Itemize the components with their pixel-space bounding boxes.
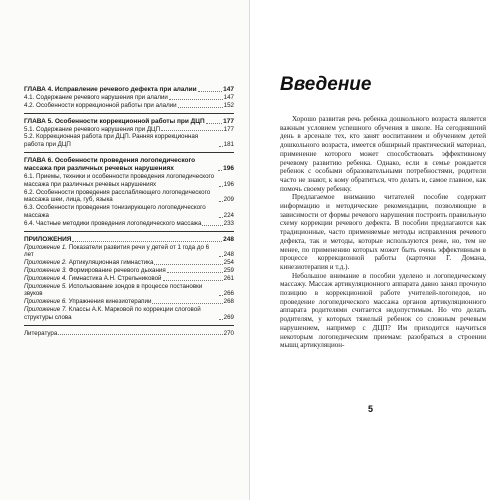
toc-item-text: 6.2. Особенности проведения расслабляющего логопедического массажа шеи, лица, губ, языка xyxy=(24,188,211,204)
toc-chapter-title xyxy=(24,86,234,94)
toc-chapter-title xyxy=(24,157,234,173)
toc-page-number: 177 xyxy=(223,117,234,125)
toc-appendix-item xyxy=(24,275,234,283)
toc-page-number: 177 xyxy=(223,125,234,133)
toc-chapter-6 xyxy=(24,157,234,228)
toc-page-number: 209 xyxy=(223,196,234,204)
toc-page-number: 269 xyxy=(223,313,234,321)
toc-chapter-5 xyxy=(24,118,234,149)
paragraph: Предлагаемое вниманию читателей пособие содержит информацию и методические рекомендации, позволяющие в зависимости от формы речевого нарушения построить правильную схему коррекции речевого дефекта. В пособии предлагаются как традиционные, часто применяемые методы исправления речевого дефекта, так и методы, которые используются реже, но, тем не менее, по применению которых может быть очень эффективным в процессе коррекционной работы (карточки Г. Домана, кинезиотерапия и т.д.). xyxy=(280,193,486,271)
toc-literature-text: Литература xyxy=(24,329,58,337)
toc-page-number: 196 xyxy=(223,180,234,188)
toc-page-number: 152 xyxy=(223,101,234,109)
toc-item xyxy=(24,220,234,228)
appendix-text: Показатели развития речи у детей от 1 года до 6 лет xyxy=(24,243,210,259)
toc-appendix-item xyxy=(24,283,234,299)
toc-item-text: 4.1. Содержание речевого нарушения при алалии xyxy=(24,94,168,101)
toc-item xyxy=(24,173,234,189)
toc-appendix-item xyxy=(24,244,234,260)
body-text xyxy=(280,115,486,350)
appendix-prefix: Приложение 7. xyxy=(24,305,68,313)
appendix-prefix: Приложение 6. xyxy=(24,298,68,306)
toc-chapter-title-text: ГЛАВА 6. Особенности проведения логопедического массажа при различных речевых нарушениях xyxy=(24,156,196,172)
toc-page-number: 270 xyxy=(223,329,234,337)
toc-appendix-title-text: ПРИЛОЖЕНИЯ xyxy=(24,235,72,243)
toc-page-number: 224 xyxy=(223,211,234,219)
toc-chapter-title-text: ГЛАВА 4. Исправление речевого дефекта при алалии xyxy=(24,86,197,93)
toc-item-text: 6.1. Приемы, техники и особенности проведения логопедического массажа при различных речевых нарушениях xyxy=(24,172,215,188)
appendix-prefix: Приложение 5. xyxy=(24,282,68,290)
toc-page-number: 248 xyxy=(223,235,234,243)
toc-page-number: 233 xyxy=(223,219,234,227)
appendix-prefix: Приложение 4. xyxy=(24,274,68,282)
appendix-text: Упражнения кинезиотерапии xyxy=(68,298,152,306)
page-number: 5 xyxy=(368,404,374,414)
toc-page-number: 147 xyxy=(223,86,234,93)
toc-appendix xyxy=(24,236,234,322)
toc-page-number: 266 xyxy=(223,290,234,298)
section-heading: Введение xyxy=(280,74,372,95)
appendix-prefix: Приложение 1. xyxy=(24,243,68,251)
toc-page-number: 181 xyxy=(223,141,234,149)
toc-chapter-title-text: ГЛАВА 5. Особенности коррекционной работы при ДЦП xyxy=(24,117,205,125)
toc-item-text: 6.4. Частные методики проведения логопедического массажа xyxy=(24,219,202,227)
toc-page-number: 259 xyxy=(223,266,234,274)
toc-chapter-title xyxy=(24,118,234,126)
toc-item xyxy=(24,126,234,134)
paragraph: Хорошо развитая речь ребенка дошкольного возраста является важным условием успешного обучения в школе. На сегодняшний день в арсенале тех, кто занят воспитанием и обучением детей дошкольного возраста, имеется обширный практический материал, применение которого может способствовать эффективному речевому развитию ребенка. Однако, если в семье рождается ребенок с особыми образовательными потребностями, родители часто не знают, к кому обратиться, что делать и, самое главное, как помочь своему ребенку. xyxy=(280,115,486,193)
toc-item-text: 5.2. Коррекционная работа при ДЦП. Ранняя коррекционная работа при ДЦП xyxy=(24,133,199,149)
toc-appendix-title xyxy=(24,236,234,244)
toc-item-text: 4.2. Особенности коррекционной работы при алалии xyxy=(24,101,177,109)
toc-item xyxy=(24,102,234,110)
appendix-text: Гимнастика А.Н. Стрельниковой xyxy=(68,274,162,282)
divider xyxy=(24,231,234,232)
appendix-text: Использование зондов в процессе постановки звуков xyxy=(24,282,203,298)
toc-literature xyxy=(24,330,234,338)
toc-page-number: 268 xyxy=(223,298,234,306)
toc-item-text: 5.1. Содержание речевого нарушения при ДЦП xyxy=(24,125,161,133)
toc-chapter-4 xyxy=(24,86,234,110)
divider xyxy=(24,152,234,153)
toc-item-text: 6.3. Особенности проведения тонизирующего логопедического массажа xyxy=(24,204,206,219)
toc-appendix-item xyxy=(24,259,234,267)
table-of-contents xyxy=(24,86,234,337)
toc-item xyxy=(24,204,234,220)
toc-appendix-item xyxy=(24,298,234,306)
toc-page-number: 261 xyxy=(223,274,234,282)
appendix-text: Формирование речевого дыхания xyxy=(68,266,166,274)
toc-appendix-item xyxy=(24,267,234,275)
divider xyxy=(24,113,234,114)
toc-page-number: 254 xyxy=(223,259,234,267)
appendix-prefix: Приложение 3. xyxy=(24,266,68,274)
right-page xyxy=(250,0,500,500)
appendix-text: Классы А.К. Марковой по коррекции слоговой структуры слова xyxy=(24,305,201,321)
toc-appendix-item xyxy=(24,306,234,322)
toc-page-number: 147 xyxy=(223,94,234,101)
paragraph: Небольшое внимание в пособии уделено и логопедическому массажу. Массаж артикуляционного аппарата давно занял прочную позицию в коррекционной работе учителей-логопедов, но проведение логопедического массажа органов артикуляционного аппарата родителями считается недопустимым. Но что делать родителям, у которых тяжелый ребенок со сложным речевым нарушением, например с ДЦП? Им приходится научиться некоторым логопедическим приемам: разобраться в строении мышц артикуляцион- xyxy=(280,271,486,350)
toc-page-number: 248 xyxy=(223,251,234,259)
divider xyxy=(24,325,234,326)
toc-item xyxy=(24,94,234,102)
toc-page-number: 196 xyxy=(223,164,234,172)
toc-item xyxy=(24,133,234,149)
toc-item xyxy=(24,189,234,205)
appendix-prefix: Приложение 2. xyxy=(24,259,68,267)
appendix-text: Артикуляционная гимнастика xyxy=(68,259,154,267)
